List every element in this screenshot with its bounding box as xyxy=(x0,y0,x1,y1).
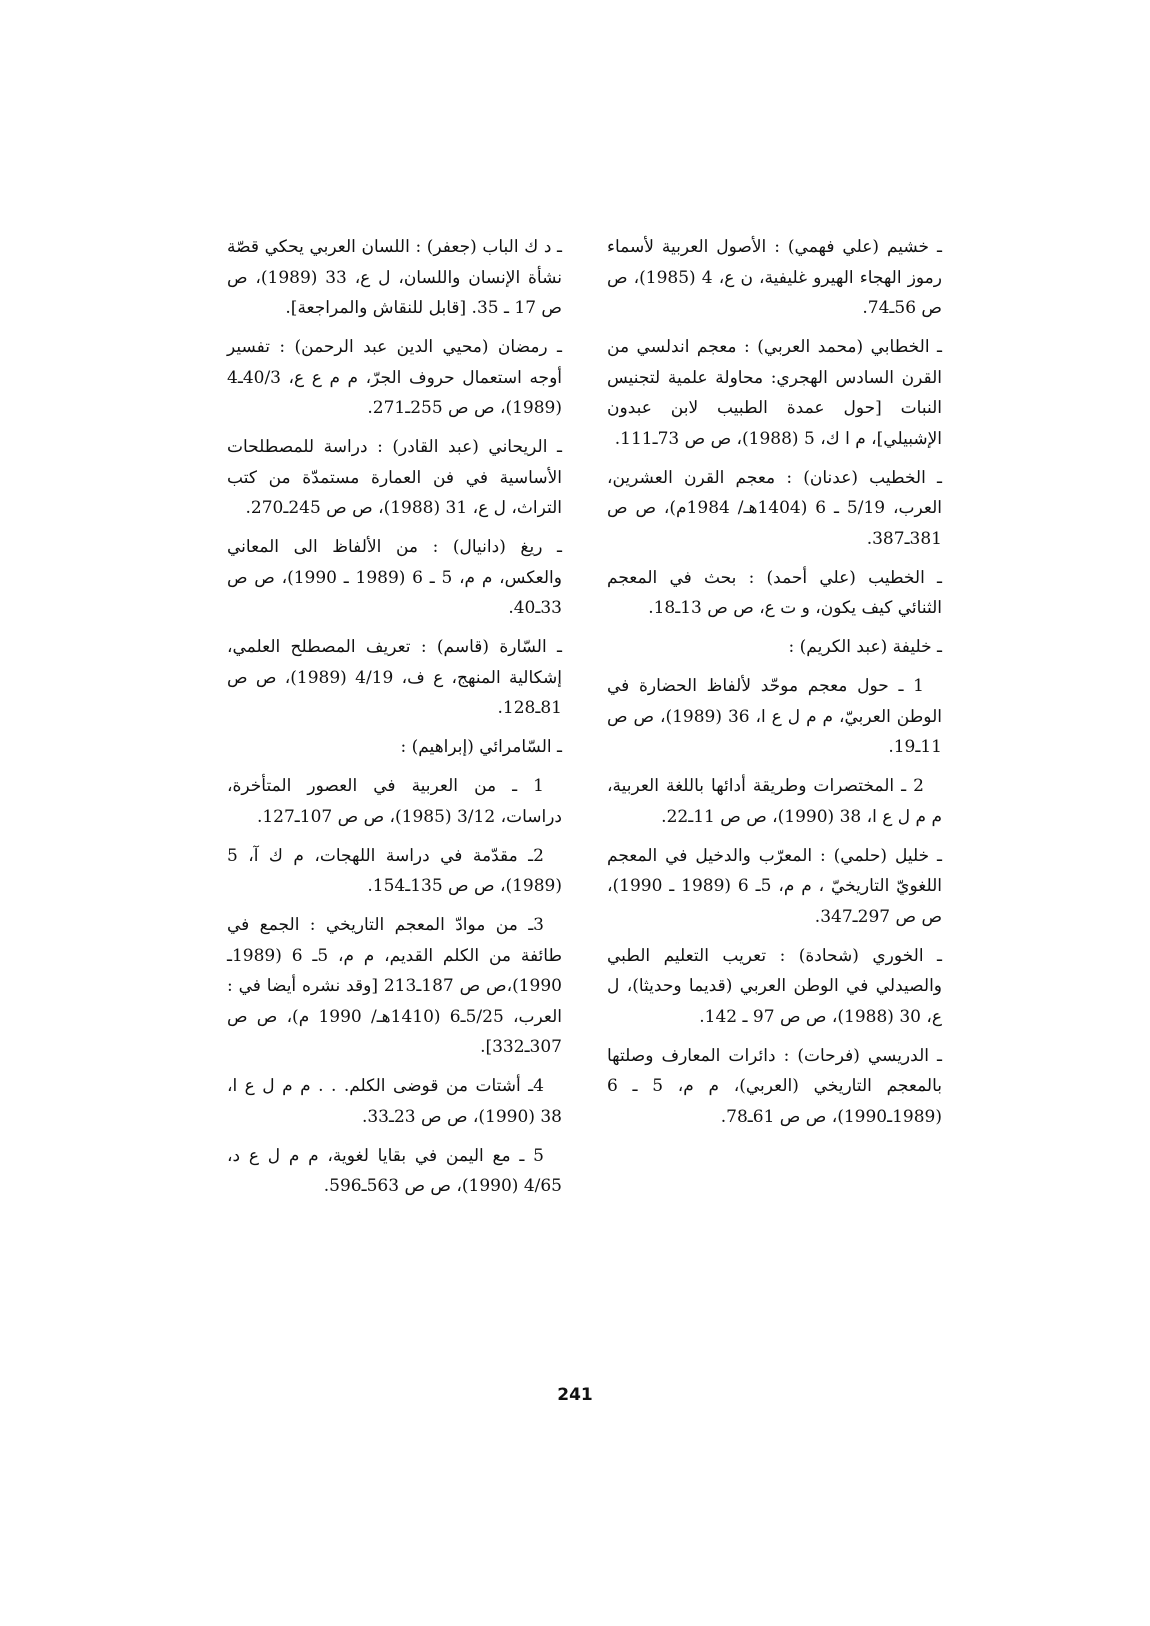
bibliography-subentry: 1 ـ حول معجم موحّد لألفاظ الحضارة في الوطن العربيّ، م م ل ع ا، 36 (1989)، ص ص 11ـ19. xyxy=(607,676,942,757)
page-number: 241 xyxy=(557,1385,593,1405)
bibliography-subentry: 4ـ أشتات من قوضى الكلم. . . م م ل ع ا، 38 (1990)، ص ص 23ـ33. xyxy=(227,1076,562,1127)
bibliography-entry: ـ السّامرائي (إبراهيم) : xyxy=(400,737,562,757)
bibliography-entry: ـ الدريسي (فرحات) : دائرات المعارف وصلتها بالمعجم التاريخي (العربي)، م م، 5 ـ 6 (1989ـ1990)، ص ص 61ـ78. xyxy=(607,1045,942,1127)
bibliography-subentry: 1 ـ من العربية في العصور المتأخرة، دراسات، 3/12 (1985)، ص ص 107ـ127. xyxy=(227,776,562,827)
bibliography-entry: ـ د ك الباب (جعفر) : اللسان العربي يحكي قصّة نشأة الإنسان واللسان، ل ع، 33 (1989)، ص ص 17 ـ 35. [قابل للنقاش والمراجعة]. xyxy=(227,237,562,318)
bibliography-entry: ـ ريغ (دانيال) : من الألفاظ الى المعاني والعكس، م م، 5 ـ 6 (1989 ـ 1990)، ص ص 33ـ40. xyxy=(227,537,562,618)
left-column xyxy=(227,232,562,1210)
bibliography-entry: ـ الخوري (شحادة) : تعريب التعليم الطبي والصيدلي في الوطن العربي (قديما وحديثا)، ل ع، 30 (1988)، ص ص 97 ـ 142. xyxy=(607,945,942,1027)
bibliography-entry: ـ خشيم (علي فهمي) : الأصول العربية لأسماء رموز الهجاء الهيرو غليفية، ن ع، 4 (1985)، ص ص 56ـ74. xyxy=(607,237,942,318)
bibliography-entry: ـ الريحاني (عبد القادر) : دراسة للمصطلحات الأساسية في فن العمارة مستمدّة من كتب التراث، ل ع، 31 (1988)، ص ص 245ـ270. xyxy=(227,437,562,518)
bibliography-entry: ـ الخطيب (علي أحمد) : بحث في المعجم الثنائي كيف يكون، و ت ع، ص ص 13ـ18. xyxy=(607,567,942,618)
bibliography-entry: ـ رمضان (محيي الدين عبد الرحمن) : تفسير أوجه استعمال حروف الجرّ، م م ع ع، 40/3ـ4 (1989)، ص ص 255ـ271. xyxy=(227,337,562,418)
bibliography-entry: ـ الخطابي (محمد العربي) : معجم اندلسي من القرن السادس الهجري: محاولة علمية لتجنيس النبات [حول عمدة الطبيب لابن عبدون الإشبيلي]، م ا ك، 5 (1988)، ص ص 73ـ111. xyxy=(607,337,942,449)
bibliography-subentry: 2ـ مقدّمة في دراسة اللهجات، م ك آ، 5 (1989)، ص ص 135ـ154. xyxy=(227,845,562,896)
bibliography-entry: ـ السّارة (قاسم) : تعريف المصطلح العلمي، إشكالية المنهج، ع ف، 4/19 (1989)، ص ص 81ـ128. xyxy=(227,637,562,718)
bibliography-entry: ـ خليفة (عبد الكريم) : xyxy=(788,637,942,657)
bibliography-subentry: 5 ـ مع اليمن في بقايا لغوية، م م ل ع د، 4/65 (1990)، ص ص 563ـ596. xyxy=(227,1145,562,1196)
bibliography-entry: ـ الخطيب (عدنان) : معجم القرن العشرين، العرب، 5/19 ـ 6 (1404هـ/ 1984م)، ص ص 381ـ387. xyxy=(607,467,942,549)
bibliography-subentry: 2 ـ المختصرات وطريقة أدائها باللغة العربية، م م ل ع ا، 38 (1990)، ص ص 11ـ22. xyxy=(607,776,942,827)
bibliography-entry: ـ خليل (حلمي) : المعرّب والدخيل في المعجم اللغويّ التاريخيّ ، م م، 5ـ 6 (1989 ـ 1990)، ص ص 297ـ347. xyxy=(607,845,942,927)
right-column xyxy=(607,232,942,1141)
bibliography-subentry: 3ـ من موادّ المعجم التاريخي : الجمع في طائفة من الكلم القديم، م م، 5ـ 6 (1989ـ 1990)،ص ص 187ـ213 [وقد نشره أيضا في : العرب، 5/25ـ6 (1410هـ/ 1990 م)، ص ص 307ـ332]. xyxy=(227,915,563,1057)
